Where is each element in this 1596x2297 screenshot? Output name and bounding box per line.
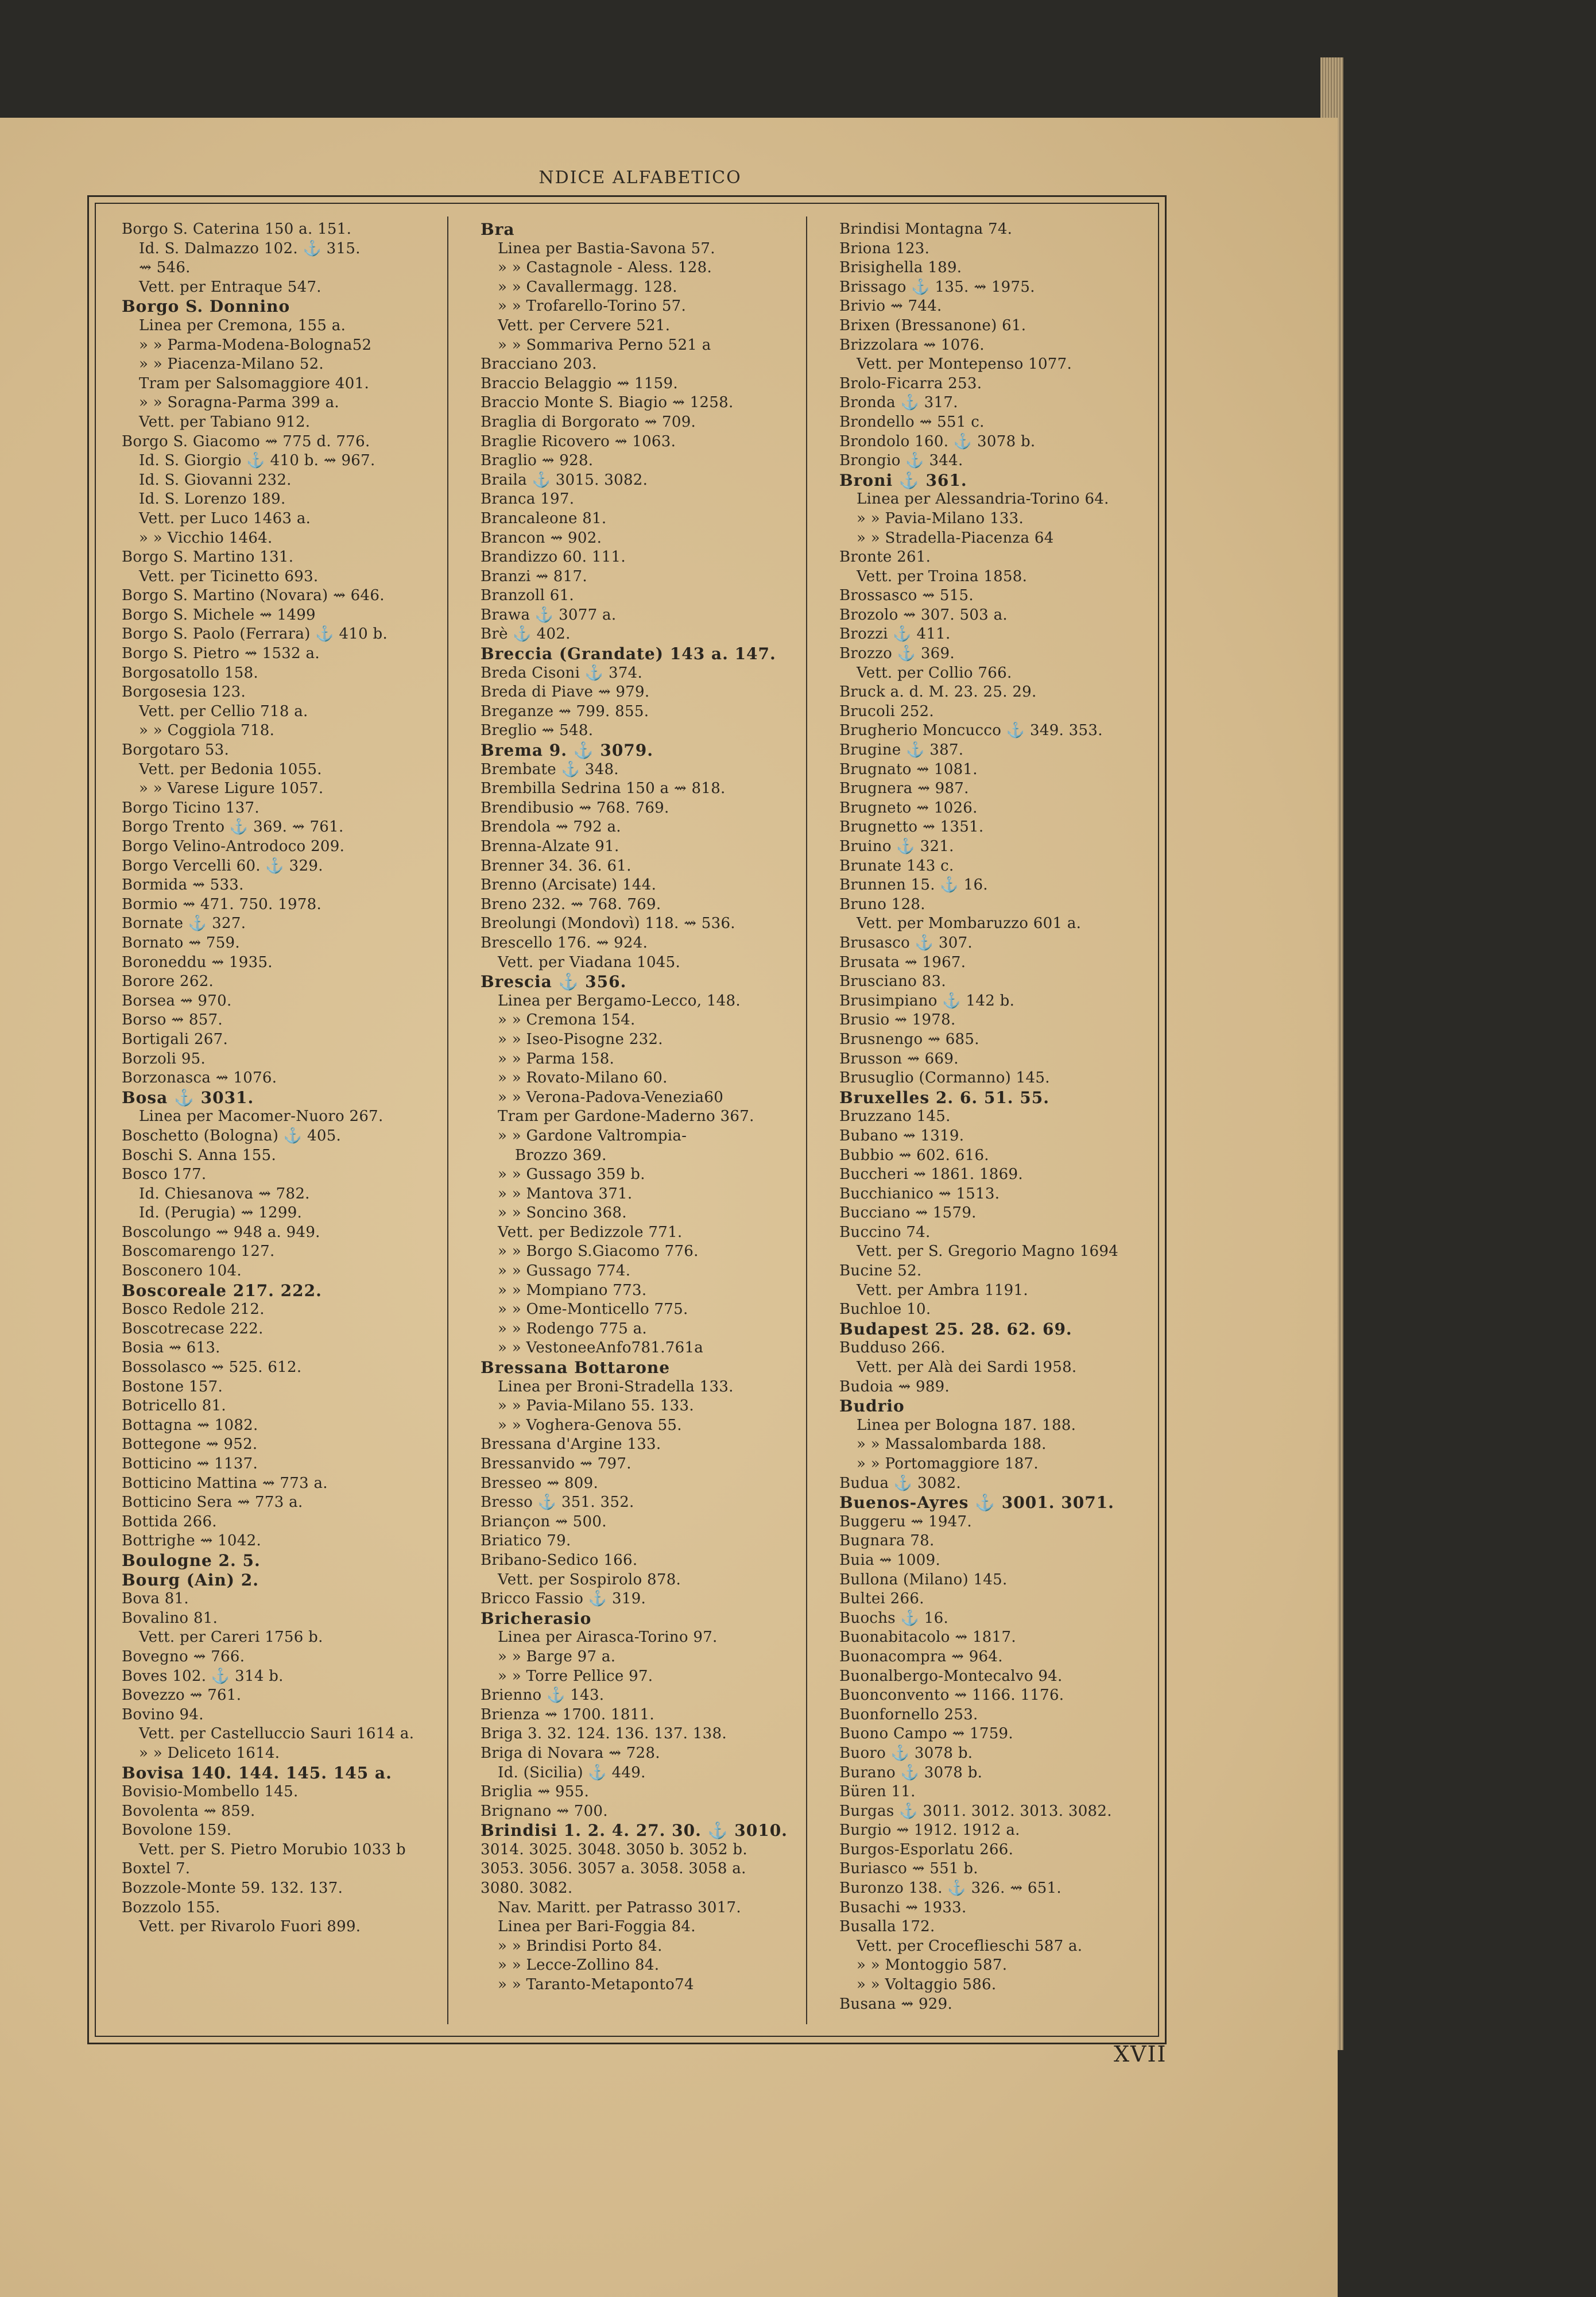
index-entry: Brawa ⚓ 3077 a. — [481, 606, 617, 624]
index-entry: 3080. 3082. — [481, 1880, 573, 1897]
index-entry: » » Gardone Valtrompia- — [498, 1127, 687, 1144]
index-entry: Bruck a. d. M. 23. 25. 29. — [839, 683, 1037, 701]
index-entry: Id. S. Dalmazzo 102. ⚓ 315. — [139, 239, 361, 257]
index-headword: Bricherasio — [481, 1608, 592, 1628]
index-entry: Bricco Fassio ⚓ 319. — [481, 1590, 646, 1608]
index-entry: » » Taranto-Metaponto74 — [498, 1976, 694, 1994]
index-headword: Bra — [481, 220, 515, 239]
index-entry: Bovisio-Mombello 145. — [122, 1783, 299, 1801]
index-entry: » » Iseo-Pisogne 232. — [498, 1030, 663, 1048]
index-entry: Breolungi (Mondovì) 118. ⇝ 536. — [481, 915, 735, 933]
index-entry: Bressana d'Argine 133. — [481, 1436, 661, 1453]
index-entry: Brossasco ⇝ 515. — [839, 587, 974, 605]
index-entry: Bracciano 203. — [481, 355, 597, 373]
index-entry: Vett. per Cervere 521. — [498, 316, 671, 334]
column-rule — [447, 216, 448, 2024]
index-entry: Linea per Macomer-Nuoro 267. — [139, 1108, 383, 1126]
index-entry: Bosco 177. — [122, 1166, 207, 1184]
index-entry: Borzoli 95. — [122, 1050, 206, 1068]
index-entry: Brunnen 15. ⚓ 16. — [839, 876, 988, 894]
index-entry: Brindisi Montagna 74. — [839, 221, 1013, 238]
index-entry: Brugnera ⇝ 987. — [839, 780, 969, 798]
index-entry: Buggeru ⇝ 1947. — [839, 1513, 972, 1530]
index-entry: Vett. per Ambra 1191. — [857, 1281, 1028, 1299]
index-headword: Buenos-Ayres ⚓ 3001. 3071. — [839, 1493, 1114, 1513]
index-entry: Buonfornello 253. — [839, 1706, 978, 1723]
index-entry: » » Varese Ligure 1057. — [139, 780, 324, 798]
index-entry: Büren 11. — [839, 1783, 916, 1801]
index-entry: Buronzo 138. ⚓ 326. ⇝ 651. — [839, 1880, 1062, 1897]
index-entry: Buochs ⚓ 16. — [839, 1609, 949, 1627]
index-entry: Borso ⇝ 857. — [122, 1011, 223, 1029]
index-entry: Brandizzo 60. 111. — [481, 548, 626, 566]
index-entry: Bozzole-Monte 59. 132. 137. — [122, 1880, 343, 1897]
index-entry: Branzi ⇝ 817. — [481, 567, 587, 585]
index-entry: Boxtel 7. — [122, 1860, 191, 1878]
index-entry: Vett. per Bedonia 1055. — [139, 760, 322, 778]
index-entry: Bozzolo 155. — [122, 1898, 220, 1916]
index-entry: Vett. per Entraque 547. — [139, 278, 321, 296]
index-entry: » » Trofarello-Torino 57. — [498, 297, 687, 315]
index-entry: Boschi S. Anna 155. — [122, 1146, 277, 1164]
index-entry: Bubbio ⇝ 602. 616. — [839, 1146, 989, 1164]
index-entry: 3014. 3025. 3048. 3050 b. 3052 b. — [481, 1840, 747, 1858]
index-entry: Buriasco ⇝ 551 b. — [839, 1860, 978, 1878]
index-entry: Vett. per Cellio 718 a. — [139, 702, 308, 720]
index-entry: Bronte 261. — [839, 548, 931, 566]
index-entry: Bubano ⇝ 1319. — [839, 1127, 964, 1144]
index-entry: Brozzi ⚓ 411. — [839, 625, 951, 643]
index-entry: Brè ⚓ 402. — [481, 625, 571, 643]
index-entry: » » Rovato-Milano 60. — [498, 1069, 668, 1087]
index-entry: » » Pavia-Milano 55. 133. — [498, 1397, 694, 1415]
index-headword: Budrio — [839, 1397, 905, 1416]
index-entry: Brusasco ⚓ 307. — [839, 934, 973, 952]
index-entry: Bucine 52. — [839, 1262, 922, 1280]
index-entry: Brugherio Moncucco ⚓ 349. 353. — [839, 722, 1103, 740]
index-entry: Vett. per Collio 766. — [857, 664, 1012, 682]
index-entry: Braila ⚓ 3015. 3082. — [481, 471, 648, 489]
index-entry: Brienno ⚓ 143. — [481, 1687, 605, 1704]
index-entry: Borgo Trento ⚓ 369. ⇝ 761. — [122, 818, 344, 836]
index-entry: Tram per Salsomaggiore 401. — [139, 374, 370, 392]
index-entry: Burgas ⚓ 3011. 3012. 3013. 3082. — [839, 1802, 1112, 1820]
index-entry: Bronda ⚓ 317. — [839, 394, 958, 412]
index-entry: Buccino 74. — [839, 1223, 931, 1241]
index-entry: Bovolone 159. — [122, 1822, 232, 1839]
index-entry: Borgo S. Paolo (Ferrara) ⚓ 410 b. — [122, 625, 388, 643]
index-entry: Vett. per Alà dei Sardi 1958. — [857, 1359, 1077, 1376]
running-title: NDICE ALFABETICO — [539, 168, 742, 188]
index-frame — [87, 195, 1167, 2044]
index-entry: Breda di Piave ⇝ 979. — [481, 683, 650, 701]
index-entry: Buoro ⚓ 3078 b. — [839, 1744, 973, 1762]
index-entry: Vett. per Bedizzole 771. — [498, 1223, 683, 1241]
index-entry: Briançon ⇝ 500. — [481, 1513, 607, 1530]
index-entry: Botticino ⇝ 1137. — [122, 1455, 258, 1472]
index-entry: Boroneddu ⇝ 1935. — [122, 953, 273, 971]
index-headword: Broni ⚓ 361. — [839, 470, 967, 490]
index-entry: Brendola ⇝ 792 a. — [481, 818, 621, 836]
index-entry: Vett. per Croceflieschi 587 a. — [857, 1937, 1083, 1955]
index-entry: Bovegno ⇝ 766. — [122, 1648, 245, 1665]
index-entry: » » Deliceto 1614. — [139, 1744, 280, 1762]
index-entry: Vett. per Rivarolo Fuori 899. — [139, 1918, 361, 1936]
index-entry: Brondolo 160. ⚓ 3078 b. — [839, 432, 1036, 450]
index-entry: Linea per Bergamo-Lecco, 148. — [498, 992, 741, 1010]
index-entry: Briga 3. 32. 124. 136. 137. 138. — [481, 1725, 727, 1743]
index-headword: Breccia (Grandate) 143 a. 147. — [481, 644, 776, 664]
index-entry: Botticino Mattina ⇝ 773 a. — [122, 1474, 328, 1492]
index-entry: Vett. per S. Gregorio Magno 1694 — [857, 1243, 1119, 1260]
index-entry: Bribano-Sedico 166. — [481, 1551, 638, 1569]
index-entry: Linea per Alessandria-Torino 64. — [857, 490, 1109, 508]
index-entry: Bormio ⇝ 471. 750. 1978. — [122, 895, 322, 913]
index-entry: Bottrighe ⇝ 1042. — [122, 1532, 262, 1550]
index-column-3 — [814, 220, 1158, 2014]
index-entry: Brusuglio (Cormanno) 145. — [839, 1069, 1050, 1087]
index-entry: » » Montoggio 587. — [857, 1956, 1008, 1974]
index-entry: Buonalbergo-Montecalvo 94. — [839, 1667, 1063, 1685]
index-entry: Brendibusio ⇝ 768. 769. — [481, 799, 669, 817]
index-entry: Boscolungo ⇝ 948 a. 949. — [122, 1223, 320, 1241]
index-entry: » » Ome-Monticello 775. — [498, 1301, 688, 1318]
index-entry: Brembate ⚓ 348. — [481, 760, 619, 778]
index-entry: Brescello 176. ⇝ 924. — [481, 934, 648, 952]
index-entry: Breganze ⇝ 799. 855. — [481, 702, 649, 720]
index-entry: Bosconero 104. — [122, 1262, 242, 1280]
index-entry: Brenna-Alzate 91. — [481, 838, 619, 855]
index-entry: Bosco Redole 212. — [122, 1301, 265, 1318]
index-entry: Borgo Velino-Antrodoco 209. — [122, 838, 345, 855]
index-entry: » » Sommariva Perno 521 a — [498, 336, 711, 354]
index-column-1 — [96, 220, 440, 1937]
index-entry: Borgo Vercelli 60. ⚓ 329. — [122, 857, 323, 875]
index-entry: Busachi ⇝ 1933. — [839, 1898, 967, 1916]
index-entry: Vett. per Tabiano 912. — [139, 413, 311, 431]
index-entry: Brugine ⚓ 387. — [839, 741, 964, 759]
index-entry: Bruzzano 145. — [839, 1108, 951, 1126]
index-entry: Botticino Sera ⇝ 773 a. — [122, 1494, 303, 1511]
index-entry: Burgos-Esporlatu 266. — [839, 1840, 1014, 1858]
index-entry: Bruino ⚓ 321. — [839, 838, 954, 855]
index-entry: Burgio ⇝ 1912. 1912 a. — [839, 1822, 1020, 1839]
index-entry: Borsea ⇝ 970. — [122, 992, 232, 1010]
index-entry: Bornate ⚓ 327. — [122, 915, 246, 933]
index-headword: Boulogne 2. 5. — [122, 1550, 261, 1570]
index-entry: Briatico 79. — [481, 1532, 571, 1550]
index-entry: ⇝ 546. — [139, 259, 191, 277]
index-entry: Buonabitacolo ⇝ 1817. — [839, 1629, 1016, 1646]
index-entry: Bressanvido ⇝ 797. — [481, 1455, 632, 1472]
index-entry: Vett. per Troina 1858. — [857, 567, 1028, 585]
index-entry: Bullona (Milano) 145. — [839, 1571, 1008, 1588]
index-headword: Budapest 25. 28. 62. 69. — [839, 1319, 1072, 1339]
index-entry: Botricello 81. — [122, 1397, 226, 1415]
index-entry: » » Soragna-Parma 399 a. — [139, 394, 339, 412]
index-entry: Brixen (Bressanone) 61. — [839, 316, 1026, 334]
index-entry: Bucchianico ⇝ 1513. — [839, 1185, 1000, 1202]
index-entry: » » Cavallermagg. 128. — [498, 278, 677, 296]
index-entry: Briga di Novara ⇝ 728. — [481, 1744, 660, 1762]
index-entry: Bostone 157. — [122, 1378, 223, 1395]
index-headword: Borgo S. Donnino — [122, 297, 290, 316]
index-entry: Linea per Cremona, 155 a. — [139, 316, 346, 334]
index-entry: Bovolenta ⇝ 859. — [122, 1802, 255, 1820]
index-entry: Brondello ⇝ 551 c. — [839, 413, 985, 431]
index-entry: » » Parma-Modena-Bologna52 — [139, 336, 372, 354]
index-entry: Brugneto ⇝ 1026. — [839, 799, 978, 817]
index-entry: Bultei 266. — [839, 1590, 924, 1608]
index-entry: Budua ⚓ 3082. — [839, 1474, 961, 1492]
index-entry: » » Mantova 371. — [498, 1185, 633, 1202]
index-entry: Borzonasca ⇝ 1076. — [122, 1069, 277, 1087]
index-entry: Brusson ⇝ 669. — [839, 1050, 959, 1068]
index-entry: Brozolo ⇝ 307. 503 a. — [839, 606, 1008, 624]
index-entry: Brissago ⚓ 135. ⇝ 1975. — [839, 278, 1035, 296]
index-entry: Budduso 266. — [839, 1339, 946, 1357]
index-entry: » » Rodengo 775 a. — [498, 1320, 647, 1337]
index-entry: Brusnengo ⇝ 685. — [839, 1030, 979, 1048]
index-entry: Brizzolara ⇝ 1076. — [839, 336, 985, 354]
index-entry: Bortigali 267. — [122, 1030, 228, 1048]
index-entry: Brenner 34. 36. 61. — [481, 857, 632, 875]
index-entry: Buonacompra ⇝ 964. — [839, 1648, 1003, 1665]
index-entry: Bormida ⇝ 533. — [122, 876, 244, 894]
index-entry: Borgo S. Michele ⇝ 1499 — [122, 606, 316, 624]
index-entry: Linea per Bologna 187. 188. — [857, 1416, 1076, 1434]
index-headword: Bourg (Ain) 2. — [122, 1570, 259, 1590]
index-entry: » » Voghera-Genova 55. — [498, 1416, 682, 1434]
index-entry: Linea per Broni-Stradella 133. — [498, 1378, 734, 1395]
index-entry: Tram per Gardone-Maderno 367. — [498, 1108, 754, 1126]
index-entry: Bosia ⇝ 613. — [122, 1339, 220, 1357]
index-entry: Brunate 143 c. — [839, 857, 954, 875]
index-entry: 3053. 3056. 3057 a. 3058. 3058 a. — [481, 1860, 746, 1878]
index-entry: Burano ⚓ 3078 b. — [839, 1764, 983, 1781]
index-headword: Brescia ⚓ 356. — [481, 972, 627, 992]
index-entry: Brugnetto ⇝ 1351. — [839, 818, 984, 836]
index-entry: » » Piacenza-Milano 52. — [139, 355, 324, 373]
index-entry: Id. S. Giorgio ⚓ 410 b. ⇝ 967. — [139, 452, 375, 470]
index-entry: Brusata ⇝ 1967. — [839, 953, 966, 971]
index-entry: Buia ⇝ 1009. — [839, 1551, 941, 1569]
index-entry: Brugnato ⇝ 1081. — [839, 760, 978, 778]
index-entry: Borore 262. — [122, 973, 214, 991]
index-entry: Brembilla Sedrina 150 a ⇝ 818. — [481, 780, 726, 798]
index-entry: Branzoll 61. — [481, 587, 574, 605]
index-entry: » » Stradella-Piacenza 64 — [857, 529, 1054, 547]
index-entry: Braccio Monte S. Biagio ⇝ 1258. — [481, 394, 734, 412]
index-entry: Borgosatollo 158. — [122, 664, 258, 682]
index-entry: Id. S. Giovanni 232. — [139, 471, 292, 489]
index-entry: Vett. per Luco 1463 a. — [139, 509, 311, 527]
index-entry: Brolo-Ficarra 253. — [839, 374, 982, 392]
index-entry: Id. (Sicilia) ⚓ 449. — [498, 1764, 646, 1781]
index-entry: Breglio ⇝ 548. — [481, 722, 594, 740]
index-column-2 — [455, 220, 799, 1995]
index-entry: Briglia ⇝ 955. — [481, 1783, 590, 1801]
index-entry: » » Voltaggio 586. — [857, 1976, 997, 1994]
index-entry: Bottida 266. — [122, 1513, 217, 1530]
index-headword: Boscoreale 217. 222. — [122, 1281, 322, 1300]
index-entry: Busalla 172. — [839, 1918, 935, 1936]
index-entry: Bova 81. — [122, 1590, 189, 1608]
index-entry: Vett. per Montepenso 1077. — [857, 355, 1072, 373]
index-entry: Buchloe 10. — [839, 1301, 931, 1318]
index-entry: Bovezzo ⇝ 761. — [122, 1687, 242, 1704]
index-entry: Borgo S. Giacomo ⇝ 775 d. 776. — [122, 432, 370, 450]
index-entry: Brongio ⚓ 344. — [839, 452, 963, 470]
index-headword: Bosa ⚓ 3031. — [122, 1088, 254, 1107]
index-entry: Borgotaro 53. — [122, 741, 230, 759]
index-entry: » » Vicchio 1464. — [139, 529, 273, 547]
index-entry: Vett. per Mombaruzzo 601 a. — [857, 915, 1082, 933]
index-entry: » » Lecce-Zollino 84. — [498, 1956, 660, 1974]
index-entry: » » Borgo S.Giacomo 776. — [498, 1243, 699, 1260]
index-entry: Bottegone ⇝ 952. — [122, 1436, 258, 1453]
index-entry: » » Castagnole - Aless. 128. — [498, 259, 712, 277]
index-entry: Vett. per Careri 1756 b. — [139, 1629, 323, 1646]
index-entry: Bottagna ⇝ 1082. — [122, 1416, 258, 1434]
index-entry: Boschetto (Bologna) ⚓ 405. — [122, 1127, 342, 1144]
index-headword: Bruxelles 2. 6. 51. 55. — [839, 1088, 1050, 1107]
index-entry: Breda Cisoni ⚓ 374. — [481, 664, 643, 682]
index-entry: Id. S. Lorenzo 189. — [139, 490, 286, 508]
index-entry: Braglie Ricovero ⇝ 1063. — [481, 432, 676, 450]
index-entry: Bresso ⚓ 351. 352. — [481, 1494, 634, 1511]
index-entry: » » Pavia-Milano 133. — [857, 509, 1024, 527]
index-entry: Buono Campo ⇝ 1759. — [839, 1725, 1013, 1743]
index-entry: Briona 123. — [839, 239, 930, 257]
index-entry: Vett. per Viadana 1045. — [498, 953, 681, 971]
column-rule — [806, 216, 807, 2024]
index-entry: » » Barge 97 a. — [498, 1648, 616, 1665]
index-entry: Linea per Bastia-Savona 57. — [498, 239, 715, 257]
index-entry: Busana ⇝ 929. — [839, 1995, 953, 2013]
index-entry: Brivio ⇝ 744. — [839, 297, 942, 315]
index-entry: Vett. per Sospirolo 878. — [498, 1571, 681, 1588]
index-entry: Braglio ⇝ 928. — [481, 452, 594, 470]
index-entry: Braglia di Borgorato ⇝ 709. — [481, 413, 696, 431]
index-entry: Buccheri ⇝ 1861. 1869. — [839, 1166, 1023, 1184]
index-entry: Brisighella 189. — [839, 259, 962, 277]
index-entry: Nav. Maritt. per Patrasso 3017. — [498, 1898, 741, 1916]
index-entry: Brozzo 369. — [515, 1146, 607, 1164]
index-entry: Linea per Airasca-Torino 97. — [498, 1629, 718, 1646]
index-entry: » » Massalombarda 188. — [857, 1436, 1047, 1453]
index-headword: Bressana Bottarone — [481, 1358, 671, 1378]
index-entry: Vett. per Castelluccio Sauri 1614 a. — [139, 1725, 415, 1743]
index-entry: Brancaleone 81. — [481, 509, 607, 527]
index-entry: Brienza ⇝ 1700. 1811. — [481, 1706, 654, 1723]
index-entry: Brusimpiano ⚓ 142 b. — [839, 992, 1015, 1010]
index-entry: Bovino 94. — [122, 1706, 204, 1723]
index-entry: Boscotrecase 222. — [122, 1320, 264, 1337]
index-entry: Borgo S. Martino (Novara) ⇝ 646. — [122, 587, 385, 605]
index-entry: Borgo S. Pietro ⇝ 1532 a. — [122, 645, 320, 663]
index-entry: Brozzo ⚓ 369. — [839, 645, 955, 663]
index-entry: Borgo Ticino 137. — [122, 799, 259, 817]
index-entry: Bovalino 81. — [122, 1609, 218, 1627]
index-entry: Borgo S. Caterina 150 a. 151. — [122, 221, 352, 238]
index-entry: Linea per Bari-Foggia 84. — [498, 1918, 696, 1936]
index-entry: Bornato ⇝ 759. — [122, 934, 240, 952]
index-entry: » » Mompiano 773. — [498, 1281, 647, 1299]
index-entry: Id. Chiesanova ⇝ 782. — [139, 1185, 310, 1202]
index-entry: » » Coggiola 718. — [139, 722, 275, 740]
index-entry: » » Parma 158. — [498, 1050, 615, 1068]
page-number: XVII — [1114, 2041, 1167, 2067]
index-entry: Brusciano 83. — [839, 973, 946, 991]
index-headword: Brindisi 1. 2. 4. 27. 30. ⚓ 3010. — [481, 1821, 788, 1840]
index-entry: » » Cremona 154. — [498, 1011, 636, 1029]
index-entry: Bucciano ⇝ 1579. — [839, 1204, 977, 1222]
index-entry: Bruno 128. — [839, 895, 925, 913]
index-entry: Bresseo ⇝ 809. — [481, 1474, 599, 1492]
index-entry: Boscomarengo 127. — [122, 1243, 275, 1260]
index-frame-inner — [95, 203, 1159, 2037]
index-entry: Brusio ⇝ 1978. — [839, 1011, 956, 1029]
index-entry: Id. (Perugia) ⇝ 1299. — [139, 1204, 303, 1222]
index-entry: Bossolasco ⇝ 525. 612. — [122, 1359, 302, 1376]
index-entry: Borgo S. Martino 131. — [122, 548, 294, 566]
index-entry: » » Verona-Padova-Venezia60 — [498, 1088, 724, 1106]
index-entry: Buonconvento ⇝ 1166. 1176. — [839, 1687, 1064, 1704]
index-entry: Brignano ⇝ 700. — [481, 1802, 608, 1820]
index-entry: Branca 197. — [481, 490, 575, 508]
index-entry: Braccio Belaggio ⇝ 1159. — [481, 374, 678, 392]
index-entry: Borgosesia 123. — [122, 683, 246, 701]
index-headword: Brema 9. ⚓ 3079. — [481, 741, 654, 760]
index-entry: Breno 232. ⇝ 768. 769. — [481, 895, 661, 913]
index-entry: Boves 102. ⚓ 314 b. — [122, 1667, 284, 1685]
index-entry: » » VestoneeAnfo781.761a — [498, 1339, 704, 1357]
index-entry: » » Gussago 774. — [498, 1262, 631, 1280]
index-headword: Bovisa 140. 144. 145. 145 a. — [122, 1763, 392, 1782]
index-entry: Brenno (Arcisate) 144. — [481, 876, 657, 894]
index-entry: » » Portomaggiore 187. — [857, 1455, 1039, 1472]
index-entry: » » Brindisi Porto 84. — [498, 1937, 663, 1955]
index-entry: Vett. per S. Pietro Morubio 1033 b — [139, 1840, 406, 1858]
index-entry: Brucoli 252. — [839, 702, 934, 720]
index-entry: » » Torre Pellice 97. — [498, 1667, 653, 1685]
index-entry: Bugnara 78. — [839, 1532, 935, 1550]
index-entry: Brancon ⇝ 902. — [481, 529, 602, 547]
index-entry: » » Gussago 359 b. — [498, 1166, 645, 1184]
index-entry: Budoia ⇝ 989. — [839, 1378, 950, 1395]
index-entry: Vett. per Ticinetto 693. — [139, 567, 319, 585]
index-entry: » » Soncino 368. — [498, 1204, 627, 1222]
